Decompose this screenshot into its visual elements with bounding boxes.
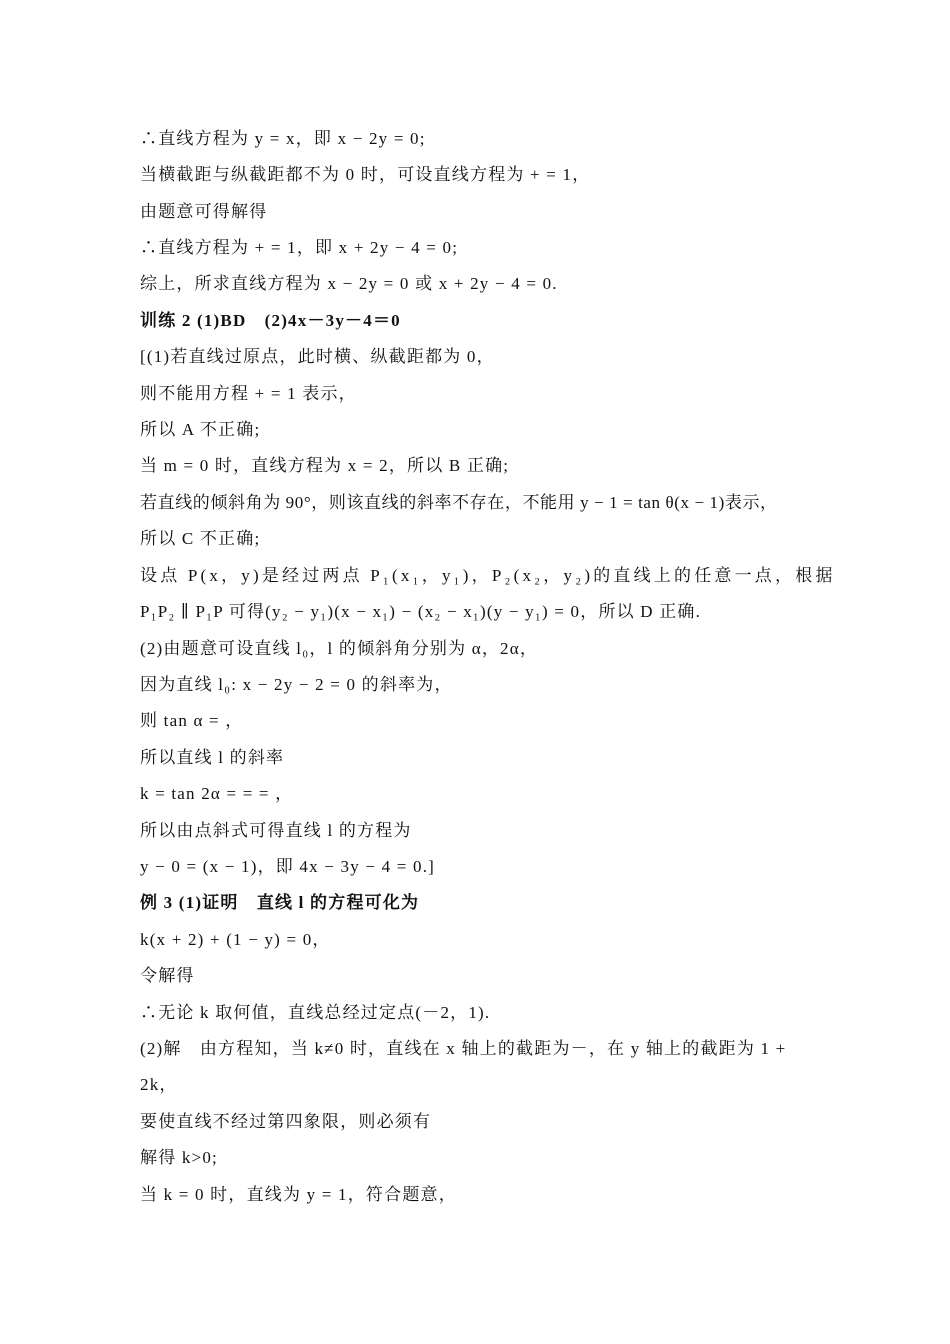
- text-line: ∴直线方程为 + = 1，即 x + 2y − 4 = 0;: [140, 238, 459, 257]
- text-line: 所以 C 不正确;: [140, 529, 261, 548]
- text-line: 因为直线 l₀: x − 2y − 2 = 0 的斜率为，: [140, 675, 453, 694]
- text-line: 当 m = 0 时，直线方程为 x = 2，所以 B 正确;: [140, 456, 510, 475]
- text-line: y − 0 = (x − 1)，即 4x − 3y − 4 = 0.]: [140, 857, 436, 876]
- text-line: 由题意可得解得: [140, 202, 268, 221]
- text-line: 2k，: [140, 1075, 178, 1094]
- text-line: 当横截距与纵截距都不为 0 时，可设直线方程为 + = 1，: [140, 165, 591, 184]
- text-line: 令解得: [140, 966, 195, 985]
- text-line: 解得 k>0;: [140, 1148, 218, 1167]
- text-line: 当 k = 0 时，直线为 y = 1，符合题意，: [140, 1185, 457, 1204]
- text-line: k = tan 2α = = = ，: [140, 784, 294, 803]
- text-line: k(x + 2) + (1 − y) = 0，: [140, 930, 331, 949]
- text-line: (2)由题意可设直线 l₀，l 的倾斜角分别为 α，2α，: [140, 639, 539, 658]
- text-line: 所以 A 不正确;: [140, 420, 261, 439]
- text-line: (2)解 由方程知，当 k≠0 时，直线在 x 轴上的截距为－，在 y 轴上的截距为 1 +: [140, 1039, 787, 1058]
- text-line: [(1)若直线过原点，此时横、纵截距都为 0，: [140, 347, 495, 366]
- exercise-heading: 训练 2 (1)BD (2)4x－3y－4＝0: [140, 311, 401, 330]
- text-line: ∴直线方程为 y = x，即 x − 2y = 0;: [140, 129, 426, 148]
- text-line: 则不能用方程 + = 1 表示，: [140, 384, 357, 403]
- text-line: 所以由点斜式可得直线 l 的方程为: [140, 821, 412, 840]
- text-line: ∴无论 k 取何值，直线总经过定点(－2，1).: [140, 1003, 491, 1022]
- text-line: 设点 P(x，y)是经过两点 P₁(x₁，y₁)，P₂(x₂，y₂)的直线上的任意一点，根据: [140, 566, 836, 585]
- text-line: 所以直线 l 的斜率: [140, 748, 285, 767]
- example-heading: 例 3 (1)证明 直线 l 的方程可化为: [140, 893, 420, 912]
- text-line: P₁P₂ ∥ P₁P 可得(y₂ − y₁)(x − x₁) − (x₂ − x₁)(y − y₁) = 0，所以 D 正确.: [140, 602, 702, 621]
- text-line: 则 tan α = ，: [140, 711, 244, 730]
- text-line: 若直线的倾斜角为 90°，则该直线的斜率不存在，不能用 y − 1 = tan θ(x − 1)表示，: [140, 493, 778, 512]
- text-line: 要使直线不经过第四象限，则必须有: [140, 1112, 432, 1131]
- text-line: 综上，所求直线方程为 x − 2y = 0 或 x + 2y − 4 = 0.: [140, 274, 558, 293]
